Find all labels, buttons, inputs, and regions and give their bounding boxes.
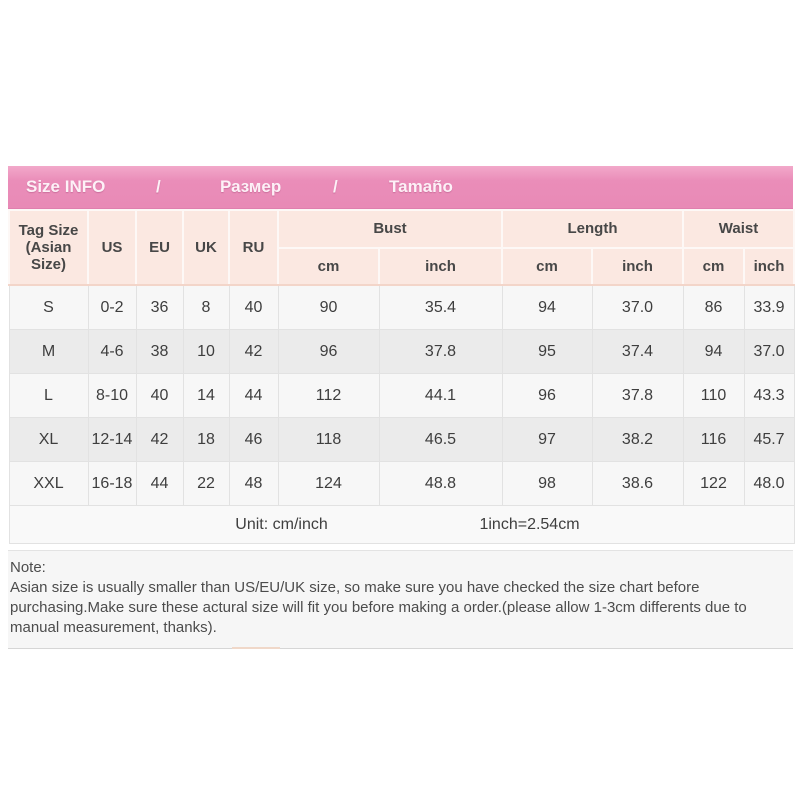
- note-body: Asian size is usually smaller than US/EU/UK size, so make sure you have checked the size chart before purchasing.Make sure these actural size will fit you before making a order.(please allow 1-3cm differents due to manual measurement, thanks).: [10, 579, 747, 636]
- cell-ru: 44: [229, 374, 278, 418]
- cell-ru: 42: [229, 330, 278, 374]
- title-razmer: Размер: [220, 177, 282, 196]
- table-row-m: [9, 330, 794, 374]
- header-bust-cm: cm: [278, 248, 379, 285]
- cell-waist-cm: 116: [683, 418, 744, 462]
- cell-uk: 14: [183, 374, 229, 418]
- cell-uk: 10: [183, 330, 229, 374]
- header-bust: Bust: [278, 210, 502, 248]
- inch-conversion-label: 1inch=2.54cm: [479, 515, 580, 533]
- table-row-xl: [9, 418, 794, 462]
- title-tamano: Tamaño: [389, 177, 453, 196]
- header-length-cm: cm: [502, 248, 592, 285]
- cell-waist-cm: 110: [683, 374, 744, 418]
- cell-eu: 38: [136, 330, 183, 374]
- cell-length-cm: 94: [502, 285, 592, 330]
- cell-bust-cm: 96: [278, 330, 379, 374]
- cell-length-inch: 38.2: [592, 418, 683, 462]
- header-us: US: [88, 210, 136, 285]
- cell-length-cm: 97: [502, 418, 592, 462]
- header-ru: RU: [229, 210, 278, 285]
- cell-waist-cm: 86: [683, 285, 744, 330]
- cell-length-cm: 95: [502, 330, 592, 374]
- cell-tag: S: [9, 285, 88, 330]
- cell-us: 8-10: [88, 374, 136, 418]
- header-bust-inch: inch: [379, 248, 502, 285]
- table-row-l: [9, 374, 794, 418]
- header-length-inch: inch: [592, 248, 683, 285]
- header-tag-line2: (Asian Size): [25, 238, 72, 274]
- cell-bust-cm: 124: [278, 462, 379, 506]
- cell-tag: XXL: [9, 462, 88, 506]
- cell-waist-inch: 48.0: [744, 462, 794, 506]
- header-tag-size: [9, 210, 88, 285]
- size-table: [8, 209, 795, 544]
- cell-waist-inch: 43.3: [744, 374, 794, 418]
- cell-us: 16-18: [88, 462, 136, 506]
- cell-bust-inch: 35.4: [379, 285, 502, 330]
- cell-tag: XL: [9, 418, 88, 462]
- unit-footer: [9, 506, 794, 544]
- cell-waist-cm: 94: [683, 330, 744, 374]
- header-uk: UK: [183, 210, 229, 285]
- unit-label: Unit: cm/inch: [235, 515, 328, 533]
- cell-uk: 8: [183, 285, 229, 330]
- cell-tag: L: [9, 374, 88, 418]
- title-slash-1: /: [156, 177, 161, 196]
- header-waist-cm: cm: [683, 248, 744, 285]
- size-info-bar: [8, 166, 793, 209]
- cell-eu: 42: [136, 418, 183, 462]
- cell-length-cm: 98: [502, 462, 592, 506]
- cell-ru: 40: [229, 285, 278, 330]
- header-waist-inch: inch: [744, 248, 794, 285]
- cell-tag: M: [9, 330, 88, 374]
- table-row-s: [9, 285, 794, 330]
- cell-bust-inch: 37.8: [379, 330, 502, 374]
- header-waist: Waist: [683, 210, 794, 248]
- cell-waist-cm: 122: [683, 462, 744, 506]
- cell-bust-cm: 112: [278, 374, 379, 418]
- table-row-xxl: [9, 462, 794, 506]
- table-footer-row: [9, 506, 794, 544]
- cell-bust-cm: 90: [278, 285, 379, 330]
- cell-us: 0-2: [88, 285, 136, 330]
- size-chart: [8, 166, 793, 649]
- cell-us: 12-14: [88, 418, 136, 462]
- cell-waist-inch: 45.7: [744, 418, 794, 462]
- cell-waist-inch: 33.9: [744, 285, 794, 330]
- cell-bust-inch: 44.1: [379, 374, 502, 418]
- cell-length-inch: 37.4: [592, 330, 683, 374]
- header-tag-line1: Tag Size: [18, 221, 79, 239]
- note-section: [8, 550, 793, 649]
- cell-eu: 44: [136, 462, 183, 506]
- cell-uk: 22: [183, 462, 229, 506]
- cell-bust-cm: 118: [278, 418, 379, 462]
- title-size-info: Size INFO: [26, 177, 106, 196]
- cell-eu: 40: [136, 374, 183, 418]
- cell-bust-inch: 46.5: [379, 418, 502, 462]
- cell-length-inch: 38.6: [592, 462, 683, 506]
- cell-length-inch: 37.0: [592, 285, 683, 330]
- header-eu: EU: [136, 210, 183, 285]
- note-title: Note:: [10, 559, 46, 576]
- title-slash-2: /: [333, 177, 338, 196]
- cell-uk: 18: [183, 418, 229, 462]
- cell-ru: 48: [229, 462, 278, 506]
- cell-length-cm: 96: [502, 374, 592, 418]
- cell-us: 4-6: [88, 330, 136, 374]
- decorative-pink-line: [232, 647, 280, 649]
- cell-ru: 46: [229, 418, 278, 462]
- cell-waist-inch: 37.0: [744, 330, 794, 374]
- header-length: Length: [502, 210, 683, 248]
- cell-bust-inch: 48.8: [379, 462, 502, 506]
- cell-length-inch: 37.8: [592, 374, 683, 418]
- cell-eu: 36: [136, 285, 183, 330]
